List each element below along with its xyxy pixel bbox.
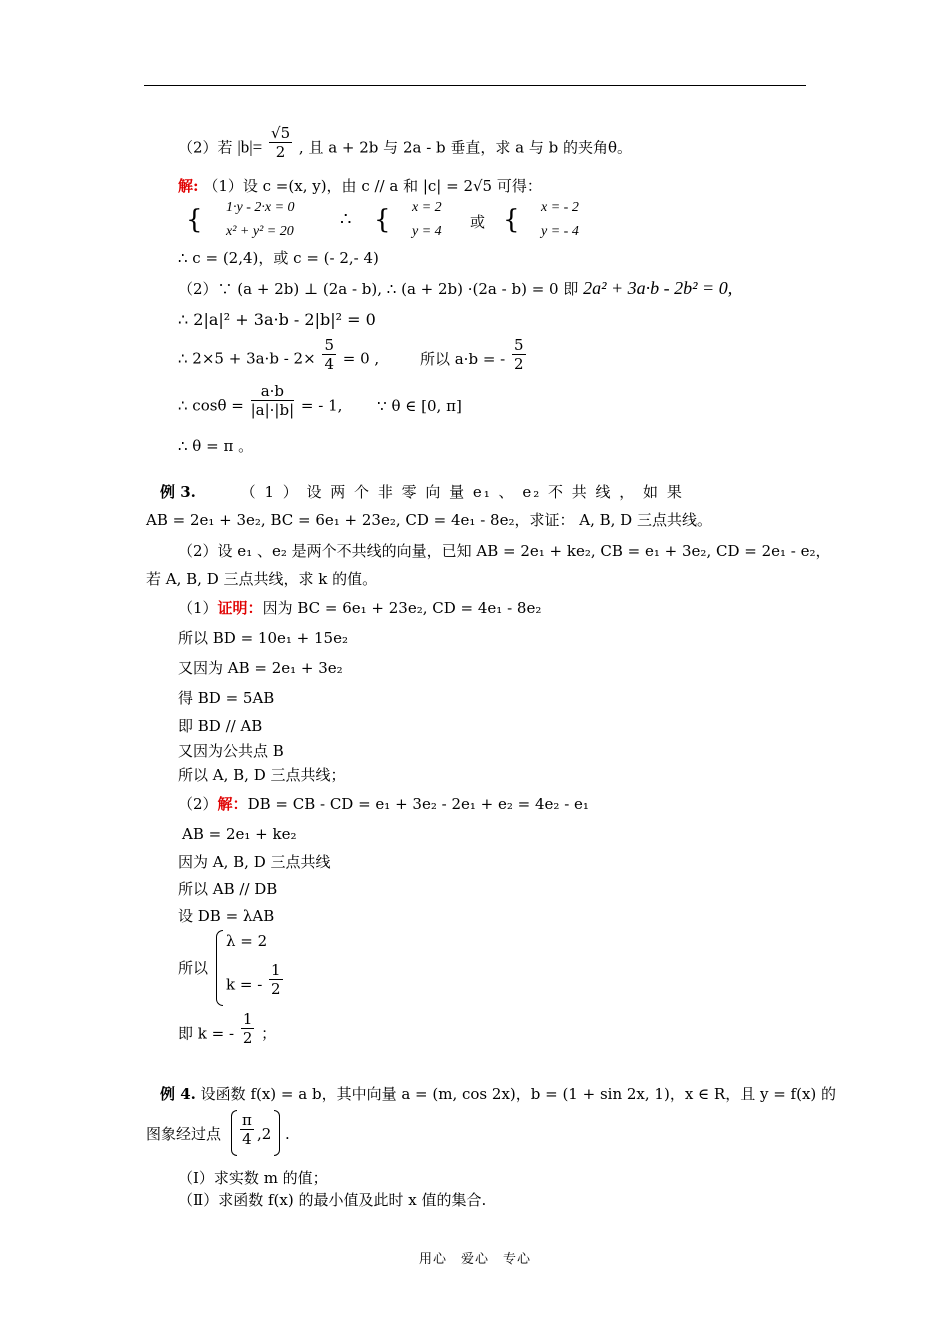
page-footer: 用心 爱心 专心 [418,1252,531,1267]
proof-tag: 证明： [217,599,263,617]
final-answer-end: ； [261,1024,277,1043]
example-3-question-1 [160,482,684,502]
solution-step-5-label: 所以 [178,959,209,977]
solution-2-label: （2） [178,795,218,813]
system-3-eq-a: x = - 2 [541,200,579,215]
solution-text-7b: = - 1, [300,396,343,415]
fraction-cos: $\frac{a\cdot b}{|a|\cdot|b|}$ [250,382,295,419]
solution-step-4: 设 DB = λAB [178,907,275,925]
point-y: ,2 [257,1125,272,1143]
example-3-heading: 例 3. [160,483,196,501]
question-2-rest: , 且 a + 2b 与 2a - b 垂直，求 a 与 b 的夹角θ。 [298,138,633,157]
system-2-brace: { [374,205,391,235]
system-1-brace: { [186,205,203,235]
solution-step-3: 所以 AB // DB [178,880,278,898]
final-answer [178,1010,277,1047]
fraction-5-4: $\frac{5}{4}$ [324,336,334,373]
system-brace [216,930,223,1006]
header-rule [144,85,806,86]
proof-step-5: 又因为公共点 B [178,742,284,760]
point-end: . [285,1125,290,1143]
system-3-eq-b: y = - 4 [541,224,579,239]
solution-step-1: AB = 2e₁ + ke₂ [182,825,297,843]
question-2-label: （2）若 [178,138,233,157]
example-4-heading: 例 4. [160,1085,196,1103]
k-eq [226,961,285,998]
proof-step-1: 所以 BD = 10e₁ + 15e₂ [178,629,348,647]
solution-text-4b: 2a² + 3a·b - 2b² = 0, [583,278,733,298]
solution-text-7c: ∵ θ ∈ [0, π] [377,396,462,415]
proof-text: 因为 BC = 6e₁ + 23e₂, CD = 4e₁ - 8e₂ [262,599,542,617]
example-4-q1-text: 设函数 f(x) = a b，其中向量 a = (m, cos 2x)，b = (1 + sin 2x, 1)，x ∈ R，且 y = f(x) 的 [200,1085,837,1103]
solution-text-6a: ∴ 2×5 + 3a·b - 2× [178,349,316,368]
therefore-symbol: ∴ [340,209,352,230]
or-text: 或 [470,213,486,231]
abs-b: |b|= [237,137,263,157]
proof-step-4: 即 BD // AB [178,717,263,735]
example-4-item-1: （Ⅰ）求实数 m 的值； [178,1169,328,1187]
lambda-eq: λ = 2 [226,932,268,950]
solution-line-1 [178,176,542,196]
proof-label: （1） [178,599,218,617]
example-3-q1-text: （ 1 ） 设 两 个 非 零 向 量 e₁ 、 e₂ 不 共 线 ， 如 果 [240,483,684,501]
example-3-question-2: （2）设 e₁ 、e₂ 是两个不共线的向量，已知 AB = 2e₁ + ke₂, CB = e₁ + 3e₂, CD = 2e₁ - e₂， [178,542,831,560]
proof-step-6: 所以 A, B, D 三点共线； [178,766,346,784]
solution-line-6 [178,336,528,373]
solution-step-2: 因为 A, B, D 三点共线 [178,853,331,871]
solution-text-6c: 所以 a·b = - [419,349,506,368]
system-3-brace: { [503,205,520,235]
question-2 [178,124,633,161]
solution-line-7 [178,382,462,419]
solution-text-4a: （2）∵ (a + 2b) ⊥ (2a - b), ∴ (a + 2b) ·(2a - b) = 0 即 [178,280,579,298]
system-2-eq-a: x = 2 [412,200,442,215]
example-4-q2-text: 图象经过点 [146,1125,222,1143]
example-3-solution-2 [178,794,589,814]
example-4-question-2 [146,1124,221,1144]
example-4-question-1 [160,1084,836,1104]
point-paren-right [274,1110,280,1156]
solution-line-8: ∴ θ = π 。 [178,437,254,455]
fraction-half-2: $\frac{1}{2}$ [242,1010,253,1047]
proof-step-2: 又因为 AB = 2e₁ + 3e₂ [178,659,343,677]
fraction-half-1: $\frac{1}{2}$ [271,961,281,998]
fraction-pi-4: $\frac{\pi}{4}$ [242,1111,252,1148]
solution-line-5: ∴ 2|a|² + 3a·b - 2|b|² = 0 [178,310,376,329]
solution-text-1: （1）设 c =(x, y)，由 c // a 和 |c| = 2√5 可得： [203,177,542,195]
example-3-question-1b: AB = 2e₁ + 3e₂, BC = 6e₁ + 23e₂, CD = 4e₁ - 8e₂，求证： A, B, D 三点共线。 [146,511,712,529]
example-4-item-2: （Ⅱ）求函数 f(x) 的最小值及此时 x 值的集合. [178,1191,487,1209]
system-1-eq-b: x² + y² = 20 [226,224,294,239]
system-1-eq-a: 1·y - 2·x = 0 [226,200,295,215]
solution-text-7a: ∴ cosθ = [178,396,244,415]
example-3-proof-1 [178,598,541,618]
final-answer-text: 即 k = - [178,1024,235,1043]
proof-step-3: 得 BD = 5AB [178,689,275,707]
solution-2-tag: 解： [217,795,248,813]
solution-line-3: ∴ c = (2,4)，或 c = (- 2,- 4) [178,249,379,267]
solution-2-text: DB = CB - CD = e₁ + 3e₂ - 2e₁ + e₂ = 4e₂ - e₁ [247,795,589,813]
system-2-eq-b: y = 4 [412,224,442,239]
point-paren-left [231,1110,237,1156]
solution-text-6b: = 0 , [342,349,380,368]
k-eq-text: k = - [226,975,263,994]
example-3-question-2b: 若 A, B, D 三点共线，求 k 的值。 [146,570,378,588]
sqrt5-over-2: $\frac{√5}{2}$ [271,124,291,161]
fraction-5-2: $\frac{5}{2}$ [514,336,524,373]
solution-tag: 解: [178,177,199,195]
solution-line-4 [178,278,732,299]
